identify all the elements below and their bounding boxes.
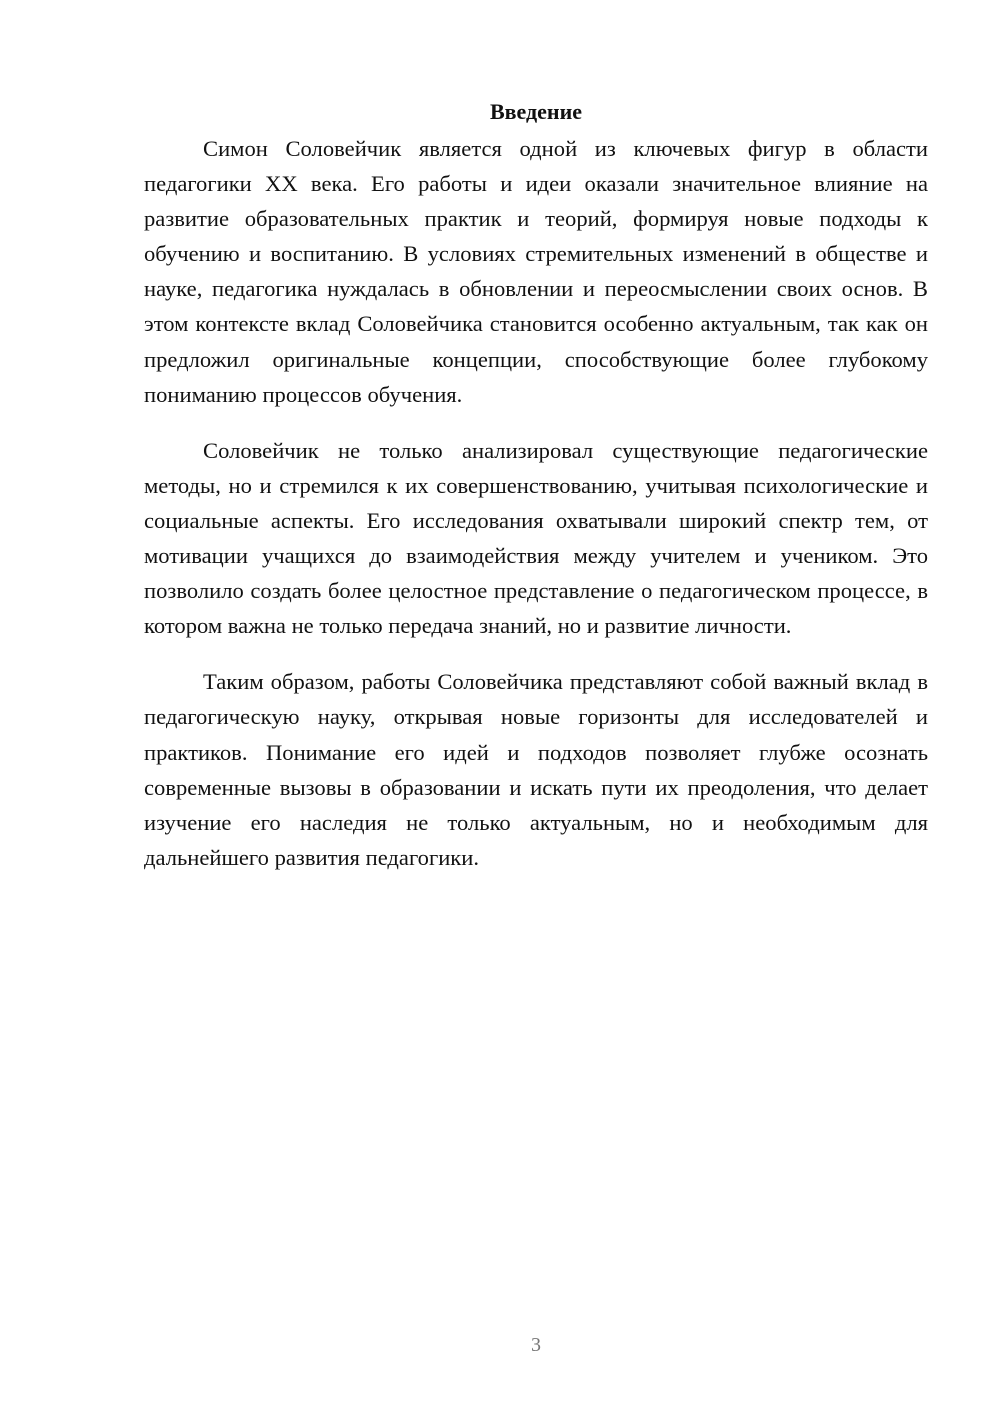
paragraph-3: Таким образом, работы Соловейчика представляют собой важный вклад в педагогическую науку, открывая новые горизонты для исследователей и практиков. Понимание его идей и подходов позволяет глубже осознать современные вызовы в образовании и искать пути их преодоления, что делает изучение его наследия не только актуальным, но и необходимым для дальнейшего развития педагогики. [144, 669, 928, 870]
paragraph-2: Соловейчик не только анализировал существующие педагогические методы, но и стремился к их совершенствованию, учитывая психологические и социальные аспекты. Его исследования охватывали широкий спектр тем, от мотивации учащихся до взаимодействия между учителем и учеником. Это позволило создать более целостное представление о педагогическом процессе, в котором важна не только передача знаний, но и развитие личности. [144, 437, 928, 639]
section-title: Введение [489, 99, 583, 124]
paragraph-1: Симон Соловейчик является одной из ключевых фигур в области педагогики XX века. Его работы и идеи оказали значительное влияние на развитие образовательных практик и теорий, формируя новые подходы к обучению и воспитанию. В условиях стремительных изменений в обществе и науке, педагогика нуждалась в обновлении и переосмыслении своих основ. В этом контексте вклад Соловейчика становится особенно актуальным, так как он предложил оригинальные концепции, способствующие более глубокому пониманию процессов обучения. [144, 136, 928, 407]
page-number: 3 [531, 1334, 541, 1356]
page-content [144, 97, 928, 896]
